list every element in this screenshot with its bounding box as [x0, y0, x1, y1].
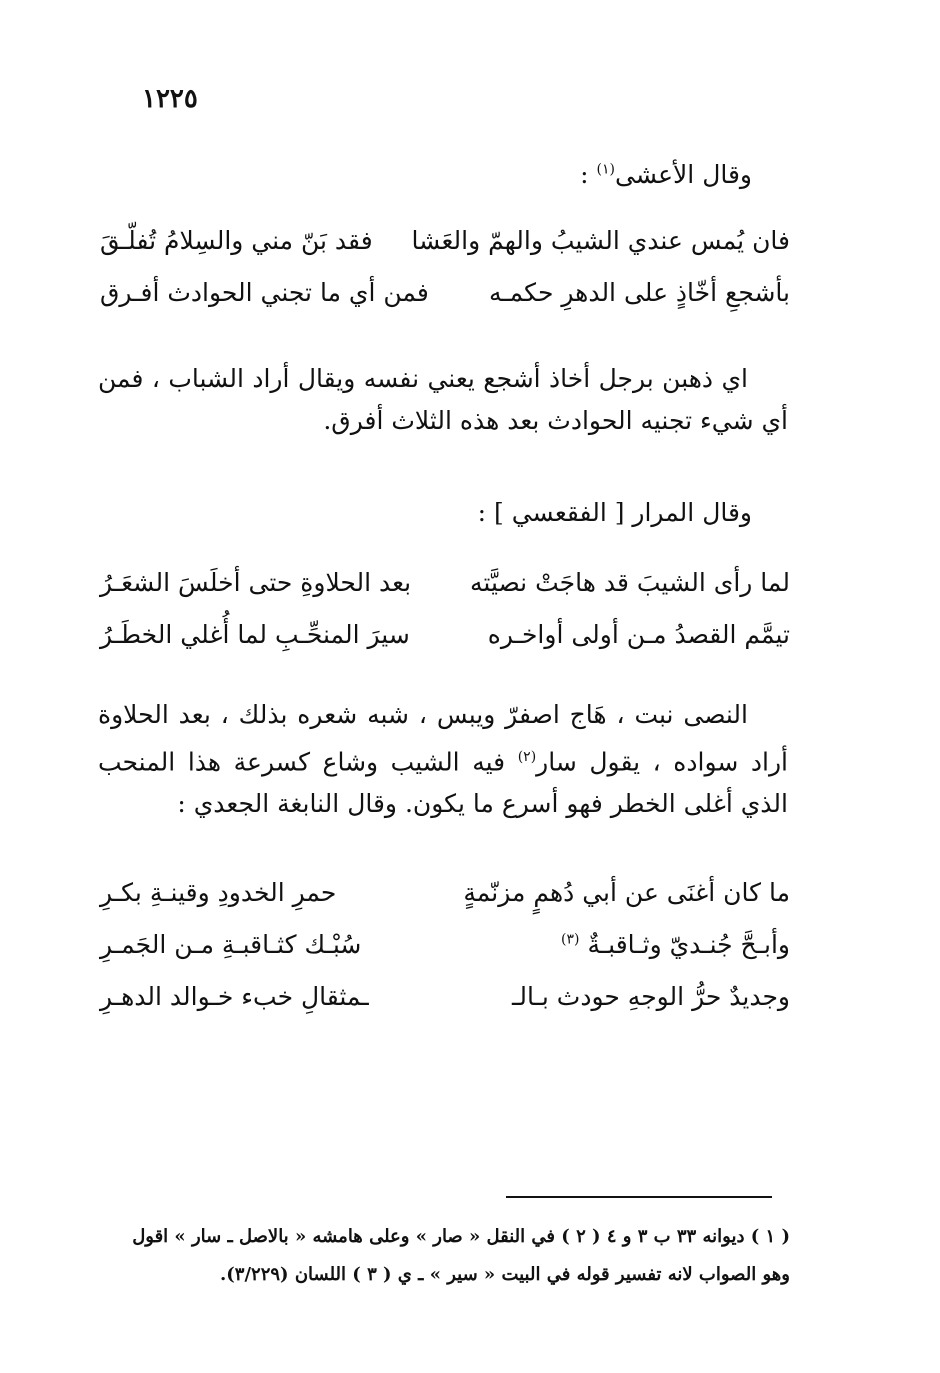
verse-second-hemistich: حمرِ الخدودِ وقينـةِ بكـرِ [100, 877, 337, 907]
verse-line [100, 556, 790, 608]
verse-second-hemistich: فمن أي ما تجني الحوادث أفـرق [100, 277, 429, 307]
footnote-ref: (٢) [517, 749, 537, 765]
verse-second-hemistich: سُبْـك كثـاقبـةِ مـن الجَمـرِ [100, 929, 362, 959]
verse-first-hemistich: بأشجعِ أخّاذٍ على الدهرِ حكمـه [488, 277, 790, 307]
verse-block-asha [100, 214, 790, 318]
intro-text: وقال الأعشى [614, 160, 752, 189]
verse-first-hemistich [561, 930, 790, 959]
verse-block-marrar [100, 556, 790, 660]
section-intro-marrar: وقال المرار [ الفقعسي ] : [477, 498, 752, 527]
verse-line [100, 608, 790, 660]
commentary-text: اي ذهبن برجل أخاذ أشجع يعني نفسه ويقال أراد الشباب ، فمن أي شيء تجنيه الحوادث بعد هذه الثلاث أفرق. [98, 364, 788, 435]
verse-second-hemistich: بعد الحلاوةِ حتى أخلَسَ الشعَـرُ [100, 567, 412, 597]
footnotes [100, 1218, 790, 1294]
footnote-line: ( ١ ) ديوانه ٣٣ ب ٣ و ٤ ( ٢ ) في النقل « صار » وعلى هامشه « بالاصل ـ سار » اقول [132, 1226, 790, 1247]
page-number: ١٢٢٥ [142, 84, 198, 114]
verse-line [100, 214, 790, 266]
footnote-ref: (٣) [561, 931, 580, 948]
verse-first-hemistich: لما رأى الشيبَ قد هاجَتْ نصيَّته [470, 567, 790, 597]
verse-first-hemistich: وجديدٌ حرُّ الوجهِ حودث بـالـ [512, 981, 790, 1011]
footnote-ref: (١) [596, 161, 615, 178]
verse-first-hemistich: تيمَّم القصدُ مـن أولى أواخـره [487, 619, 790, 649]
verse-text: وأبـحَّ جُنـديّ وثـاقبـةٌ [587, 929, 790, 959]
commentary-paragraph [98, 694, 788, 825]
verse-second-hemistich: ـمثقالِ خبء خـوالد الدهـرِ [100, 981, 369, 1011]
verse-line [100, 918, 790, 970]
verse-first-hemistich: ما كان أغنَى عن أبي دُهمٍ مزنّمةٍ [463, 877, 790, 907]
commentary-text: فيه الشيب وشاع كسرعة هذا المنحب الذي أغلى الخطر فهو أسرع ما يكون. وقال النابغة الجعدي : [98, 747, 788, 819]
commentary-paragraph [98, 358, 788, 442]
footnote-line: وهو الصواب لانه تفسير قوله في البيت « سير » ـ ي ( ٣ ) اللسان (٣/٢٢٩). [219, 1264, 790, 1285]
verse-line [100, 866, 790, 918]
verse-line [100, 970, 790, 1022]
commentary-text: النصى نبت ، هَاج اصفرّ ويبس ، شبه شعره بذلك ، بعد الحلاوة أراد سواده ، يقول سار [98, 700, 788, 777]
verse-second-hemistich: سيرَ المنحِّـبِ لما أُغلي الخطَـرُ [100, 619, 410, 649]
verse-block-nabigha [100, 866, 790, 1022]
verse-first-hemistich: فان يُمس عندي الشيبُ والهمّ والعَشا [411, 225, 790, 255]
intro-colon: : [580, 160, 597, 189]
verse-second-hemistich: فقد بَنّ مني والسِلامُ تُفلّـقَ [100, 225, 373, 255]
section-intro-asha [580, 160, 752, 189]
verse-line [100, 266, 790, 318]
footnote-divider [506, 1196, 772, 1198]
